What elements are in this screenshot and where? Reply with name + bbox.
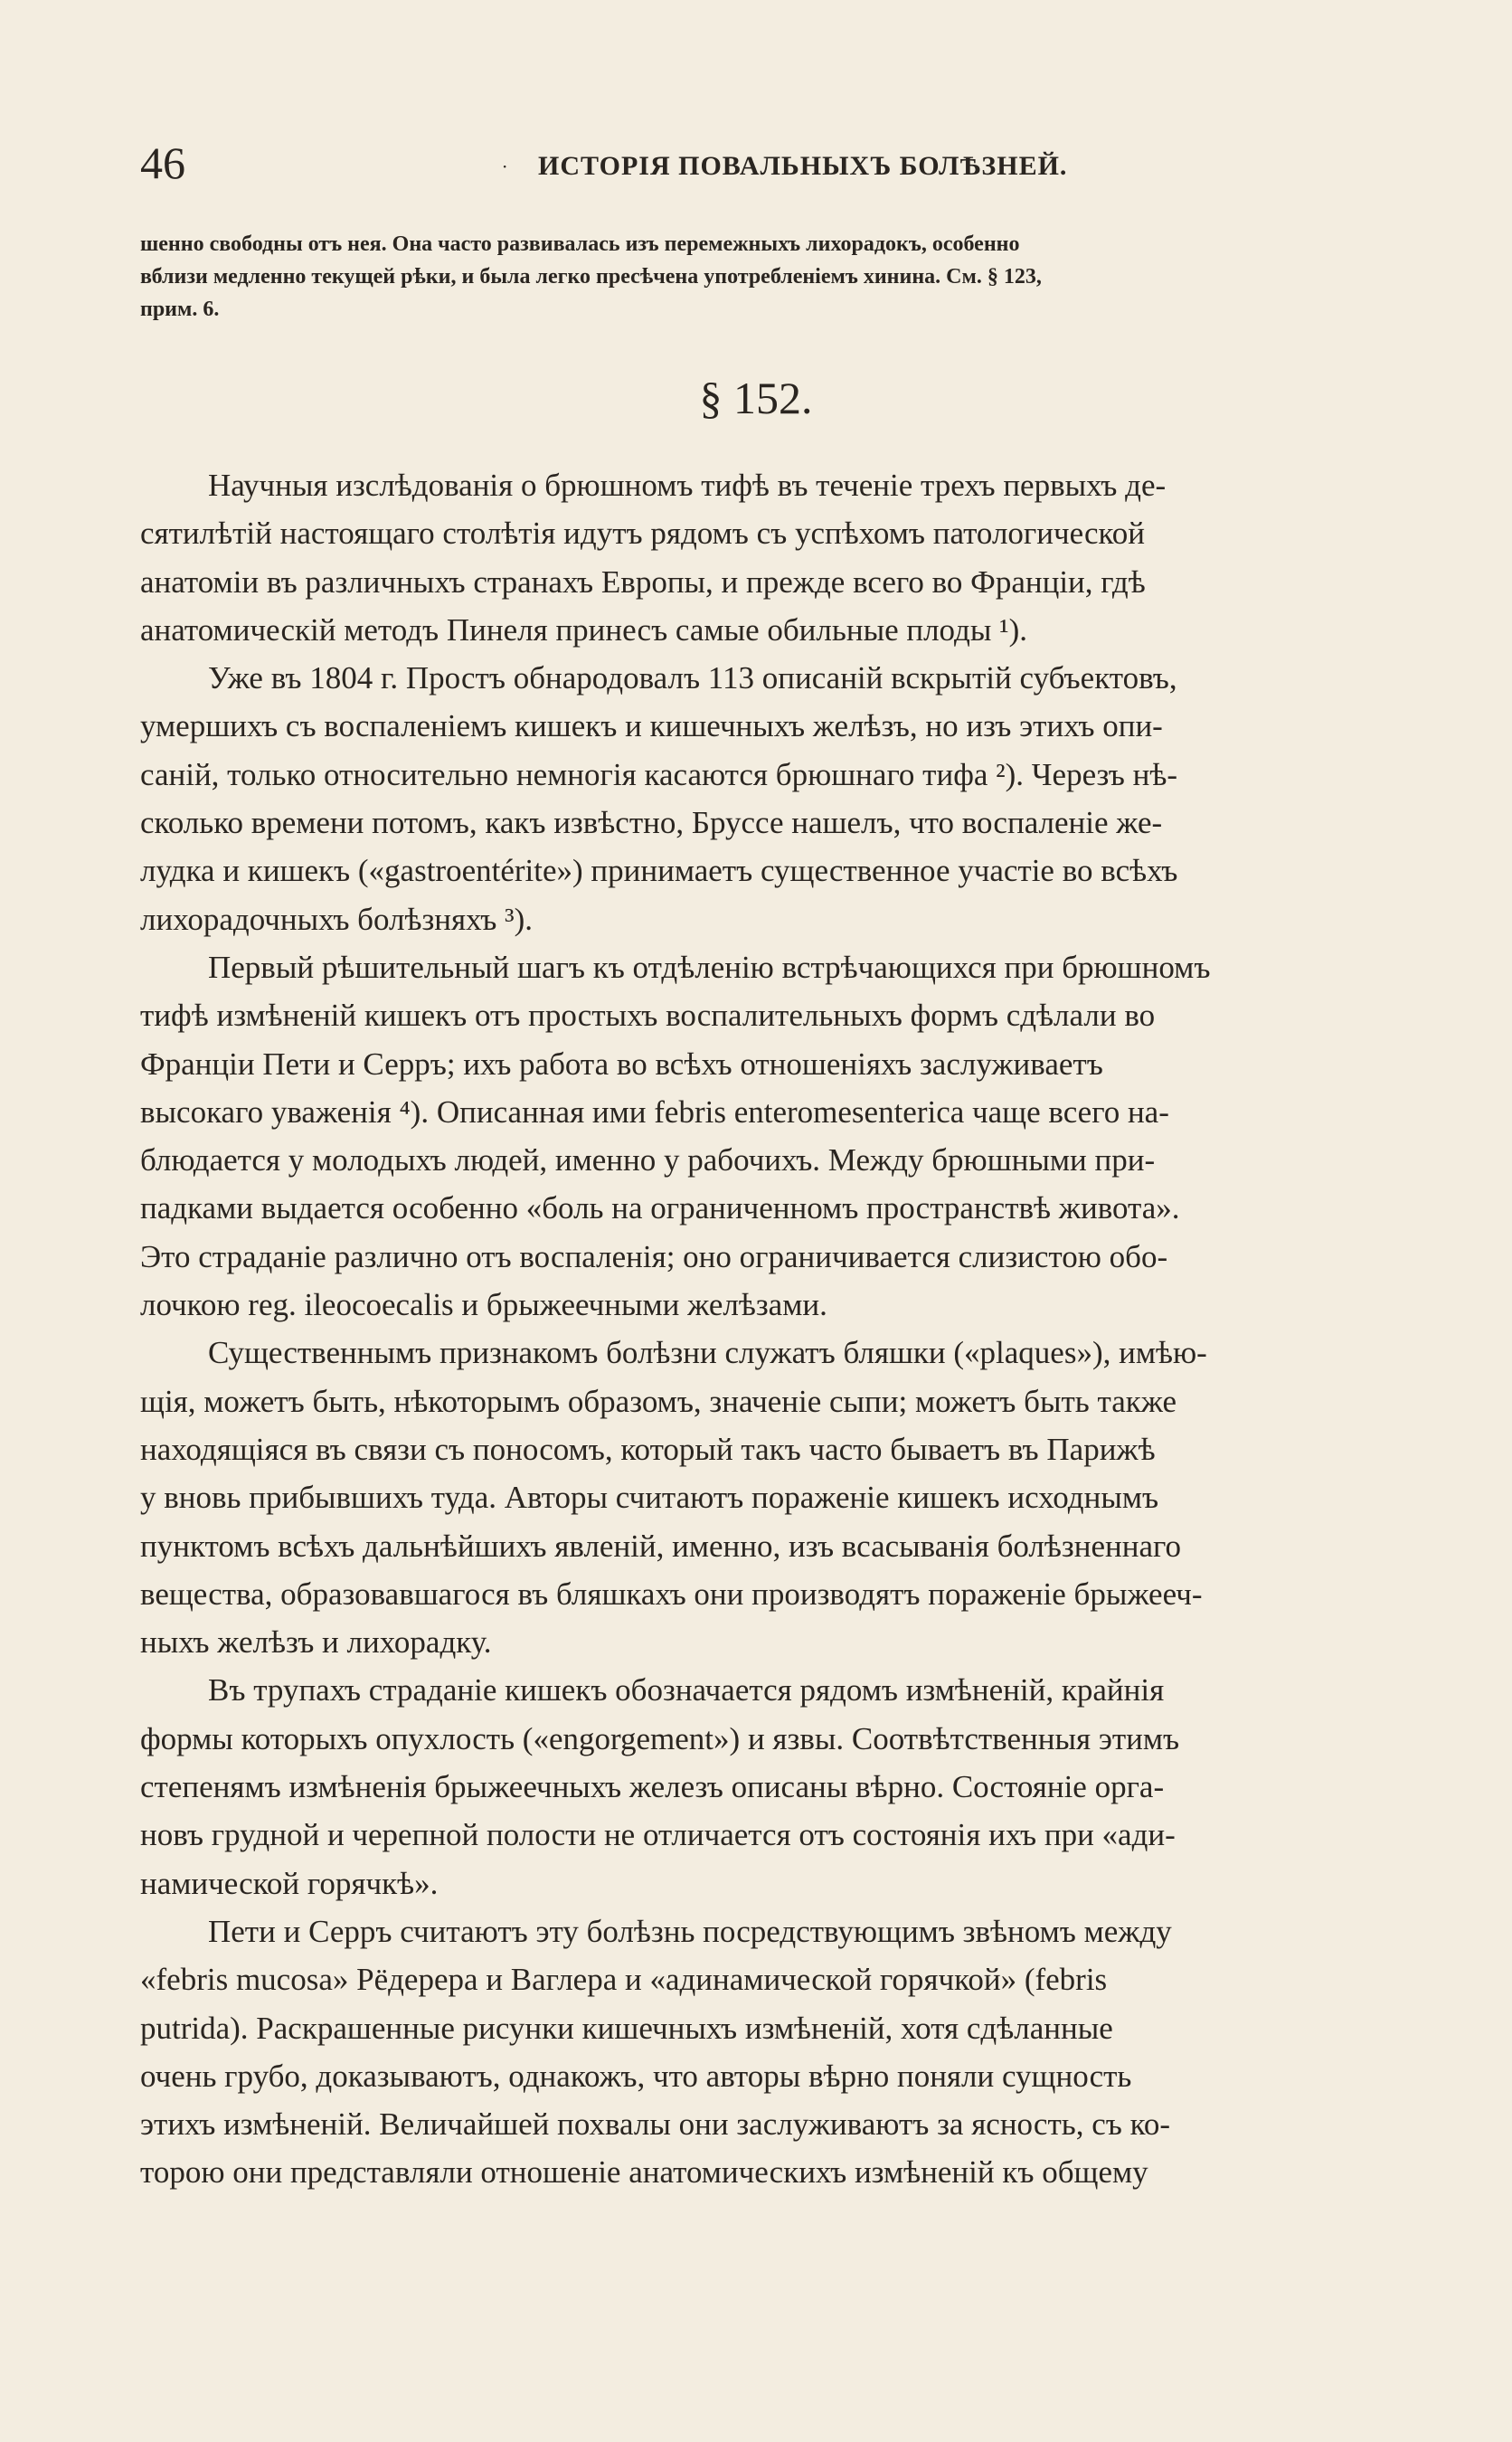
text-line: степенямъ измѣненія брыжеечныхъ железъ описаны вѣрно. Состояніе орга- xyxy=(140,1769,1165,1805)
text-line: putrida). Раскрашенные рисунки кишечныхъ измѣненій, хотя сдѣланные xyxy=(140,2010,1113,2046)
footnote-line: шенно свободны отъ нея. Она часто развивалась изъ перемежныхъ лихорадокъ, особенно xyxy=(140,232,1020,256)
text-line: Это страданіе различно отъ воспаленія; оно ограничивается слизистою обо- xyxy=(140,1238,1168,1274)
text-line: ныхъ желѣзъ и лихорадку. xyxy=(140,1624,492,1661)
text-line: находящіяся въ связи съ поносомъ, который такъ часто бываетъ въ Парижѣ xyxy=(140,1431,1156,1467)
text-line: падками выдается особенно «боль на ограниченномъ пространствѣ живота». xyxy=(140,1190,1180,1226)
text-line: «febris mucosa» Рёдерера и Ваглера и «адинамической горячкой» (febris xyxy=(140,1962,1108,1998)
footnote-continuation xyxy=(140,228,1469,326)
text-line: вещества, образовавшагося въ бляшкахъ они производятъ пораженіе брыжееч- xyxy=(140,1576,1203,1612)
header-dot: · xyxy=(502,156,508,177)
running-title: ИСТОРІЯ ПОВАЛЬНЫХЪ БОЛѢЗНЕЙ. xyxy=(538,151,1068,181)
text-line: блюдается у молодыхъ людей, именно у рабочихъ. Между брюшными при- xyxy=(140,1142,1156,1178)
text-line: Франціи Пети и Серръ; ихъ работа во всѣхъ отношеніяхъ заслуживаетъ xyxy=(140,1046,1103,1082)
text-line: Научныя изслѣдованія о брюшномъ тифѣ въ теченіе трехъ первыхъ де- xyxy=(208,468,1167,503)
text-line: новъ грудной и черепной полости не отличается отъ состоянія ихъ при «ади- xyxy=(140,1817,1176,1853)
text-line: формы которыхъ опухлость («engorgement») и язвы. Соотвѣтственныя этимъ xyxy=(140,1720,1180,1756)
footnote-line: прим. 6. xyxy=(140,298,220,321)
text-line: высокаго уваженія ⁴). Описанная ими febris enteromesenterica чаще всего на- xyxy=(140,1093,1169,1130)
text-line: тифѣ измѣненій кишекъ отъ простыхъ воспалительныхъ формъ сдѣлали во xyxy=(140,998,1156,1034)
text-line: Пети и Серръ считаютъ эту болѣзнь посредствующимъ звѣномъ между xyxy=(208,1913,1172,1949)
section-heading: § 152. xyxy=(699,373,813,423)
text-line: лудка и кишекъ («gastroentérite») принимаетъ существенное участіе во всѣхъ xyxy=(140,853,1178,889)
body-text xyxy=(140,461,1424,2197)
text-line: Въ трупахъ страданіе кишекъ обозначается рядомъ измѣненій, крайнія xyxy=(208,1672,1165,1708)
text-line: сколько времени потомъ, какъ извѣстно, Бруссе нашелъ, что воспаленіе же- xyxy=(140,805,1163,841)
footnote-line: вблизи медленно текущей рѣки, и была легко пресѣчена употребленіемъ хинина. См. § 123, xyxy=(140,265,1042,289)
text-line: пунктомъ всѣхъ дальнѣйшихъ явленій, именно, изъ всасыванія болѣзненнаго xyxy=(140,1528,1181,1564)
text-line: анатомическій методъ Пинеля принесъ самые обильные плоды ¹). xyxy=(140,611,1028,648)
text-line: Уже въ 1804 г. Простъ обнародовалъ 113 описаній вскрытій субъектовъ, xyxy=(208,660,1177,696)
text-line: лочкою reg. ileocoecalis и брыжеечными желѣзами. xyxy=(140,1287,827,1323)
text-line: анатоміи въ различныхъ странахъ Европы, и прежде всего во Франціи, гдѣ xyxy=(140,563,1146,600)
text-line: лихорадочныхъ болѣзняхъ ³). xyxy=(140,901,534,937)
text-line: сятилѣтій настоящаго столѣтія идутъ рядомъ съ успѣхомъ патологической xyxy=(140,516,1146,552)
page-header xyxy=(140,136,1433,199)
page-number: 46 xyxy=(140,137,185,188)
text-line: саній, только относительно немногія касаются брюшнаго тифа ²). Черезъ нѣ- xyxy=(140,756,1178,792)
text-line: намической горячкѣ». xyxy=(140,1865,439,1901)
text-line: у вновь прибывшихъ туда. Авторы считаютъ пораженіе кишекъ исходнымъ xyxy=(140,1480,1159,1516)
text-line: Существеннымъ признакомъ болѣзни служатъ бляшки («plaques»), имѣю- xyxy=(208,1335,1207,1371)
text-line: очень грубо, доказываютъ, однакожъ, что авторы вѣрно поняли сущность xyxy=(140,2058,1132,2094)
text-line: торою они представляли отношеніе анатомическихъ измѣненій къ общему xyxy=(140,2154,1148,2191)
text-line: этихъ измѣненій. Величайшей похвалы они заслуживаютъ за ясность, съ ко- xyxy=(140,2106,1170,2143)
text-line: умершихъ съ воспаленіемъ кишекъ и кишечныхъ желѣзъ, но изъ этихъ опи- xyxy=(140,708,1163,744)
text-line: щія, можетъ быть, нѣкоторымъ образомъ, значеніе сыпи; можетъ быть также xyxy=(140,1383,1177,1419)
text-line: Первый рѣшительный шагъ къ отдѣленію встрѣчающихся при брюшномъ xyxy=(208,949,1211,985)
